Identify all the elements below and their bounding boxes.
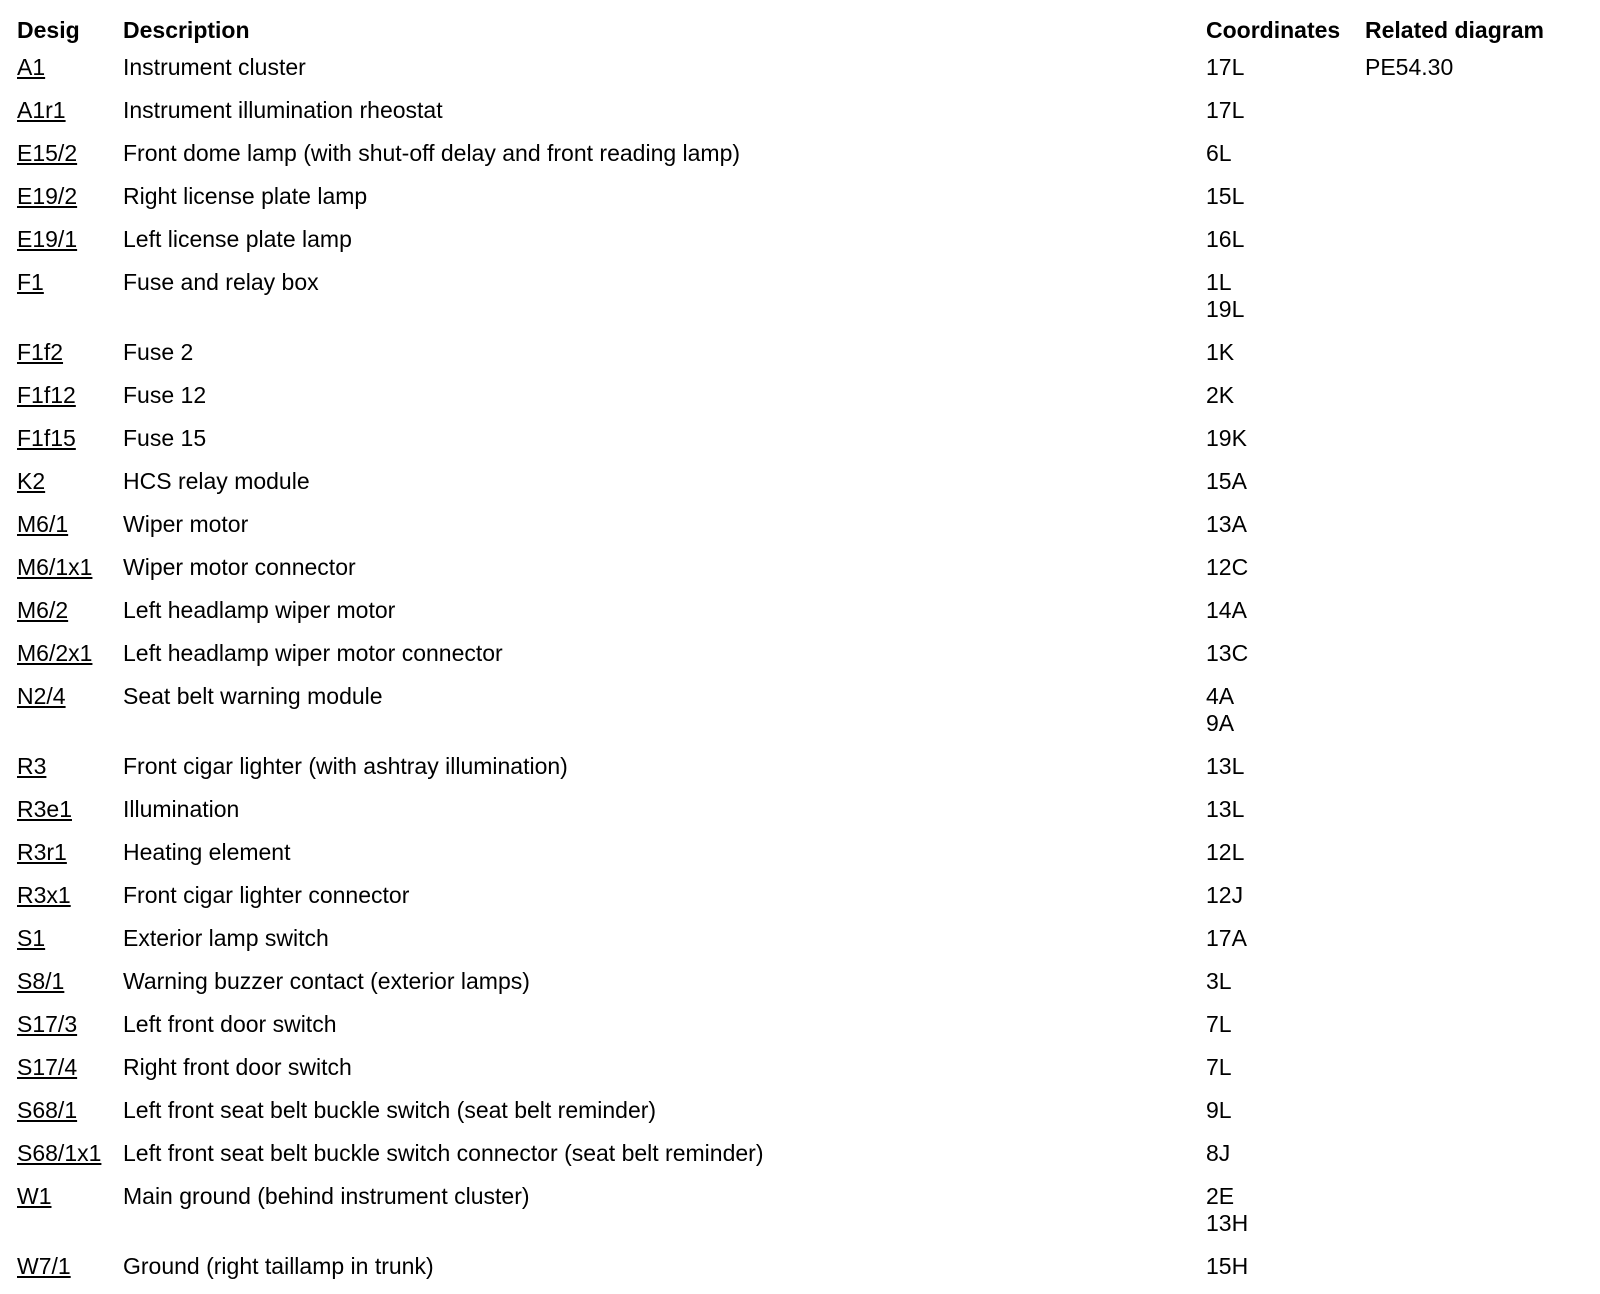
coordinate-value: 19K — [1206, 425, 1247, 451]
desig-cell — [17, 138, 123, 181]
table-row — [17, 638, 1582, 681]
desig-link[interactable]: M6/2 — [17, 597, 69, 623]
desig-cell — [17, 638, 123, 681]
coordinates-cell — [1206, 224, 1365, 267]
coordinates-cell — [1206, 1251, 1365, 1294]
desig-link[interactable]: A1 — [17, 54, 46, 80]
desig-cell — [17, 509, 123, 552]
coordinates-cell — [1206, 380, 1365, 423]
coordinates-cell — [1206, 552, 1365, 595]
coordinate-value: 17A — [1206, 925, 1247, 951]
description-cell: Exterior lamp switch — [123, 925, 329, 951]
desig-cell — [17, 380, 123, 423]
table-row — [17, 595, 1582, 638]
table-row — [17, 837, 1582, 880]
related-diagram-cell — [1365, 1181, 1582, 1251]
related-diagram-cell — [1365, 95, 1582, 138]
coordinate-value: 2E — [1206, 1183, 1235, 1209]
related-diagram-cell — [1365, 681, 1582, 751]
header-related-diagram: Related diagram — [1365, 17, 1544, 43]
desig-link[interactable]: S17/4 — [17, 1054, 78, 1080]
coordinates-cell — [1206, 138, 1365, 181]
coordinate-value: 3L — [1206, 968, 1232, 994]
header-desig: Desig — [17, 17, 80, 43]
related-diagram-cell — [1365, 1138, 1582, 1181]
desig-link[interactable]: R3r1 — [17, 839, 67, 865]
coordinate-value: 4A — [1206, 683, 1235, 709]
related-diagram-cell — [1365, 595, 1582, 638]
desig-link[interactable]: W7/1 — [17, 1253, 71, 1279]
related-diagram-cell — [1365, 380, 1582, 423]
desig-link[interactable]: F1f15 — [17, 425, 76, 451]
coordinates-cell — [1206, 95, 1365, 138]
table-row — [17, 52, 1582, 95]
description-cell: Instrument illumination rheostat — [123, 97, 443, 123]
desig-link[interactable]: E15/2 — [17, 140, 78, 166]
coordinate-value: 8J — [1206, 1140, 1231, 1166]
coordinates-cell — [1206, 638, 1365, 681]
desig-cell — [17, 1009, 123, 1052]
coordinate-value: 13A — [1206, 511, 1247, 537]
description-cell: Fuse and relay box — [123, 269, 319, 295]
table-row — [17, 1138, 1582, 1181]
table-row — [17, 509, 1582, 552]
desig-link[interactable]: W1 — [17, 1183, 52, 1209]
desig-cell — [17, 423, 123, 466]
desig-cell — [17, 224, 123, 267]
coordinate-value: 2K — [1206, 382, 1235, 408]
related-diagram-cell — [1365, 509, 1582, 552]
desig-link[interactable]: E19/2 — [17, 183, 78, 209]
coordinate-value: 7L — [1206, 1054, 1232, 1080]
related-diagram-cell: PE54.30 — [1365, 54, 1454, 80]
desig-cell — [17, 552, 123, 595]
desig-cell — [17, 52, 123, 95]
description-cell: Front cigar lighter (with ashtray illumination) — [123, 753, 568, 779]
coordinates-cell — [1206, 509, 1365, 552]
desig-cell — [17, 837, 123, 880]
table-row — [17, 466, 1582, 509]
table-row — [17, 337, 1582, 380]
coordinate-value: 13C — [1206, 640, 1249, 666]
description-cell: Front cigar lighter connector — [123, 882, 410, 908]
table-row — [17, 751, 1582, 794]
description-cell: Front dome lamp (with shut-off delay and front reading lamp) — [123, 140, 741, 166]
related-diagram-cell — [1365, 1052, 1582, 1095]
coordinate-value: 19L — [1206, 296, 1245, 322]
table-row — [17, 181, 1582, 224]
coordinates-cell — [1206, 466, 1365, 509]
description-cell: Fuse 15 — [123, 425, 207, 451]
desig-link[interactable]: R3x1 — [17, 882, 71, 908]
coordinates-cell — [1206, 52, 1365, 95]
coordinates-cell — [1206, 1052, 1365, 1095]
coordinates-cell — [1206, 880, 1365, 923]
desig-cell — [17, 751, 123, 794]
coordinates-cell — [1206, 681, 1365, 751]
desig-link[interactable]: M6/1x1 — [17, 554, 93, 580]
coordinate-value: 14A — [1206, 597, 1247, 623]
coordinate-value: 13H — [1206, 1210, 1249, 1236]
table-row — [17, 380, 1582, 423]
related-diagram-cell — [1365, 837, 1582, 880]
coordinate-value: 6L — [1206, 140, 1232, 166]
coordinate-value: 13L — [1206, 796, 1245, 822]
coordinate-value: 12C — [1206, 554, 1249, 580]
desig-cell — [17, 1052, 123, 1095]
coordinates-cell — [1206, 595, 1365, 638]
table-row — [17, 267, 1582, 337]
desig-cell — [17, 1181, 123, 1251]
coordinate-value: 15H — [1206, 1253, 1249, 1279]
desig-cell — [17, 181, 123, 224]
related-diagram-cell — [1365, 267, 1582, 337]
desig-link[interactable]: R3e1 — [17, 796, 72, 822]
coordinate-value: 12J — [1206, 882, 1244, 908]
desig-cell — [17, 1138, 123, 1181]
related-diagram-cell — [1365, 552, 1582, 595]
description-cell: Main ground (behind instrument cluster) — [123, 1183, 530, 1209]
desig-link[interactable]: R3 — [17, 753, 47, 779]
table-row — [17, 224, 1582, 267]
desig-link[interactable]: S17/3 — [17, 1011, 78, 1037]
header-description: Description — [123, 17, 250, 43]
related-diagram-cell — [1365, 966, 1582, 1009]
table-row — [17, 138, 1582, 181]
coordinates-cell — [1206, 1138, 1365, 1181]
table-row — [17, 95, 1582, 138]
coordinate-value: 13L — [1206, 753, 1245, 779]
description-cell: Wiper motor — [123, 511, 249, 537]
desig-link[interactable]: M6/1 — [17, 511, 69, 537]
description-cell: Right license plate lamp — [123, 183, 368, 209]
description-cell: Heating element — [123, 839, 291, 865]
table-row — [17, 966, 1582, 1009]
description-cell: Instrument cluster — [123, 54, 306, 80]
desig-cell — [17, 595, 123, 638]
description-cell: Fuse 12 — [123, 382, 207, 408]
related-diagram-cell — [1365, 1251, 1582, 1294]
desig-cell — [17, 95, 123, 138]
description-cell: Warning buzzer contact (exterior lamps) — [123, 968, 530, 994]
coordinates-cell — [1206, 423, 1365, 466]
table-row — [17, 1095, 1582, 1138]
desig-cell — [17, 966, 123, 1009]
coordinate-value: 16L — [1206, 226, 1245, 252]
desig-link[interactable]: M6/2x1 — [17, 640, 93, 666]
related-diagram-cell — [1365, 794, 1582, 837]
desig-link[interactable]: F1 — [17, 269, 44, 295]
coordinates-cell — [1206, 267, 1365, 337]
desig-cell — [17, 880, 123, 923]
description-cell: Ground (right taillamp in trunk) — [123, 1253, 434, 1279]
table-row — [17, 1009, 1582, 1052]
coordinate-value: 17L — [1206, 97, 1245, 123]
related-diagram-cell — [1365, 751, 1582, 794]
desig-cell — [17, 923, 123, 966]
coordinates-cell — [1206, 1009, 1365, 1052]
coordinate-value: 9A — [1206, 710, 1235, 736]
desig-link[interactable]: E19/1 — [17, 226, 78, 252]
desig-link[interactable]: S68/1x1 — [17, 1140, 102, 1166]
table-body — [17, 52, 1582, 1294]
table-row — [17, 681, 1582, 751]
table-row — [17, 1251, 1582, 1294]
desig-link[interactable]: N2/4 — [17, 683, 66, 709]
coordinate-value: 15L — [1206, 183, 1245, 209]
coordinates-cell — [1206, 794, 1365, 837]
coordinate-value: 1K — [1206, 339, 1235, 365]
description-cell: HCS relay module — [123, 468, 310, 494]
related-diagram-cell — [1365, 923, 1582, 966]
related-diagram-cell — [1365, 638, 1582, 681]
table-row — [17, 794, 1582, 837]
coordinates-cell — [1206, 1095, 1365, 1138]
table-row — [17, 423, 1582, 466]
table-header-row — [17, 12, 1582, 52]
coordinate-value: 1L — [1206, 269, 1232, 295]
header-coordinates: Coordinates — [1206, 17, 1341, 43]
coordinates-cell — [1206, 966, 1365, 1009]
coordinates-cell — [1206, 181, 1365, 224]
related-diagram-cell — [1365, 880, 1582, 923]
related-diagram-cell — [1365, 337, 1582, 380]
related-diagram-cell — [1365, 1095, 1582, 1138]
related-diagram-cell — [1365, 224, 1582, 267]
coordinate-value: 17L — [1206, 54, 1245, 80]
coordinate-value: 9L — [1206, 1097, 1232, 1123]
desig-cell — [17, 1095, 123, 1138]
table-row — [17, 1052, 1582, 1095]
coordinates-cell — [1206, 751, 1365, 794]
desig-cell — [17, 267, 123, 337]
table-row — [17, 880, 1582, 923]
description-cell: Left front door switch — [123, 1011, 337, 1037]
description-cell: Left headlamp wiper motor connector — [123, 640, 503, 666]
related-diagram-cell — [1365, 466, 1582, 509]
desig-link[interactable]: F1f12 — [17, 382, 76, 408]
coordinate-value: 12L — [1206, 839, 1245, 865]
desig-cell — [17, 794, 123, 837]
desig-cell — [17, 466, 123, 509]
table-row — [17, 552, 1582, 595]
desig-link[interactable]: S8/1 — [17, 968, 65, 994]
table-row — [17, 1181, 1582, 1251]
coordinates-cell — [1206, 337, 1365, 380]
description-cell: Right front door switch — [123, 1054, 352, 1080]
description-cell: Left license plate lamp — [123, 226, 352, 252]
desig-cell — [17, 337, 123, 380]
description-cell: Wiper motor connector — [123, 554, 356, 580]
description-cell: Left front seat belt buckle switch connector (seat belt reminder) — [123, 1140, 764, 1166]
coordinate-value: 15A — [1206, 468, 1247, 494]
related-diagram-cell — [1365, 181, 1582, 224]
description-cell: Seat belt warning module — [123, 683, 383, 709]
component-legend-table — [17, 12, 1582, 1294]
coordinates-cell — [1206, 923, 1365, 966]
description-cell: Left front seat belt buckle switch (seat belt reminder) — [123, 1097, 657, 1123]
description-cell: Fuse 2 — [123, 339, 194, 365]
coordinates-cell — [1206, 1181, 1365, 1251]
related-diagram-cell — [1365, 423, 1582, 466]
description-cell: Left headlamp wiper motor — [123, 597, 396, 623]
related-diagram-cell — [1365, 138, 1582, 181]
desig-link[interactable]: F1f2 — [17, 339, 64, 365]
desig-link[interactable]: K2 — [17, 468, 46, 494]
desig-cell — [17, 1251, 123, 1294]
related-diagram-cell — [1365, 1009, 1582, 1052]
table-row — [17, 923, 1582, 966]
desig-link[interactable]: S68/1 — [17, 1097, 78, 1123]
description-cell: Illumination — [123, 796, 240, 822]
desig-link[interactable]: S1 — [17, 925, 46, 951]
desig-cell — [17, 681, 123, 751]
coordinates-cell — [1206, 837, 1365, 880]
coordinate-value: 7L — [1206, 1011, 1232, 1037]
desig-link[interactable]: A1r1 — [17, 97, 66, 123]
